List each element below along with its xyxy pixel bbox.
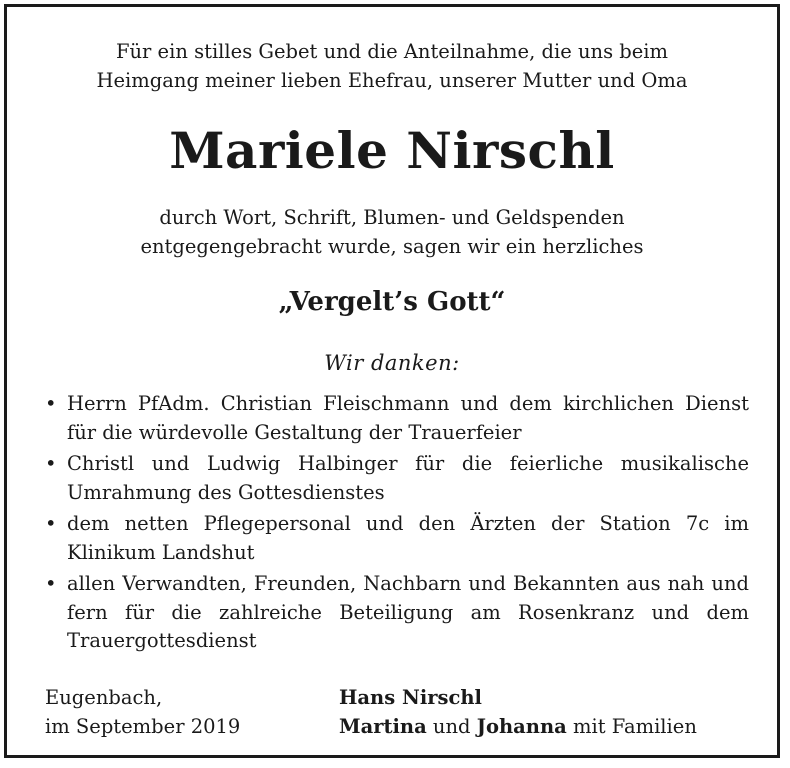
place-date	[45, 683, 240, 741]
date: im September 2019	[45, 715, 241, 738]
middle-line-1: durch Wort, Schrift, Blumen- und Geldspenden	[159, 206, 625, 229]
list-item-text: Herrn PfAdm. Christian Fleischmann und dem kirchlichen Dienst für die würdevolle Gestaltung der Trauerfeier	[67, 392, 749, 444]
signatories	[339, 683, 697, 741]
bullet: •	[45, 392, 57, 415]
vergelts-gott: „Vergelt’s Gott“	[278, 287, 506, 317]
middle-line-2: entgegengebracht wurde, sagen wir ein herzliches	[140, 235, 644, 258]
signer-1: Hans Nirschl	[339, 686, 482, 709]
signer-2-rest: mit Familien	[566, 715, 697, 738]
intro-text	[7, 37, 777, 95]
middle-text	[7, 203, 777, 261]
bullet: •	[45, 572, 57, 595]
list-item	[45, 390, 749, 447]
list-item	[45, 570, 749, 656]
place: Eugenbach,	[45, 686, 163, 709]
list-item-text: dem netten Pflegepersonal und den Ärzten der Station 7c im Klinikum Landshut	[67, 512, 749, 564]
list-item-text: allen Verwandten, Freunden, Nachbarn und Bekannten aus nah und fern für die zahlreiche Beteiligung am Rosenkranz und dem Trauergottesdienst	[67, 572, 749, 652]
wir-danken-heading: Wir danken:	[324, 351, 460, 375]
signer-2a: Martina	[339, 715, 427, 738]
intro-line-2: Heimgang meiner lieben Ehefrau, unserer Mutter und Oma	[96, 69, 688, 92]
thanks-list	[45, 390, 749, 659]
list-item	[45, 510, 749, 567]
bullet: •	[45, 452, 57, 475]
notice-frame	[4, 4, 780, 758]
signer-2b: Johanna	[476, 715, 567, 738]
intro-line-1: Für ein stilles Gebet und die Anteilnahme, die uns beim	[115, 40, 669, 63]
list-item-text: Christl und Ludwig Halbinger für die feierliche musikalische Umrahmung des Gottesdienstes	[67, 452, 749, 504]
signer-2-and: und	[426, 715, 477, 738]
bullet: •	[45, 512, 57, 535]
deceased-name: Mariele Nirschl	[169, 121, 615, 180]
signer-2-line	[339, 712, 697, 741]
list-item	[45, 450, 749, 507]
